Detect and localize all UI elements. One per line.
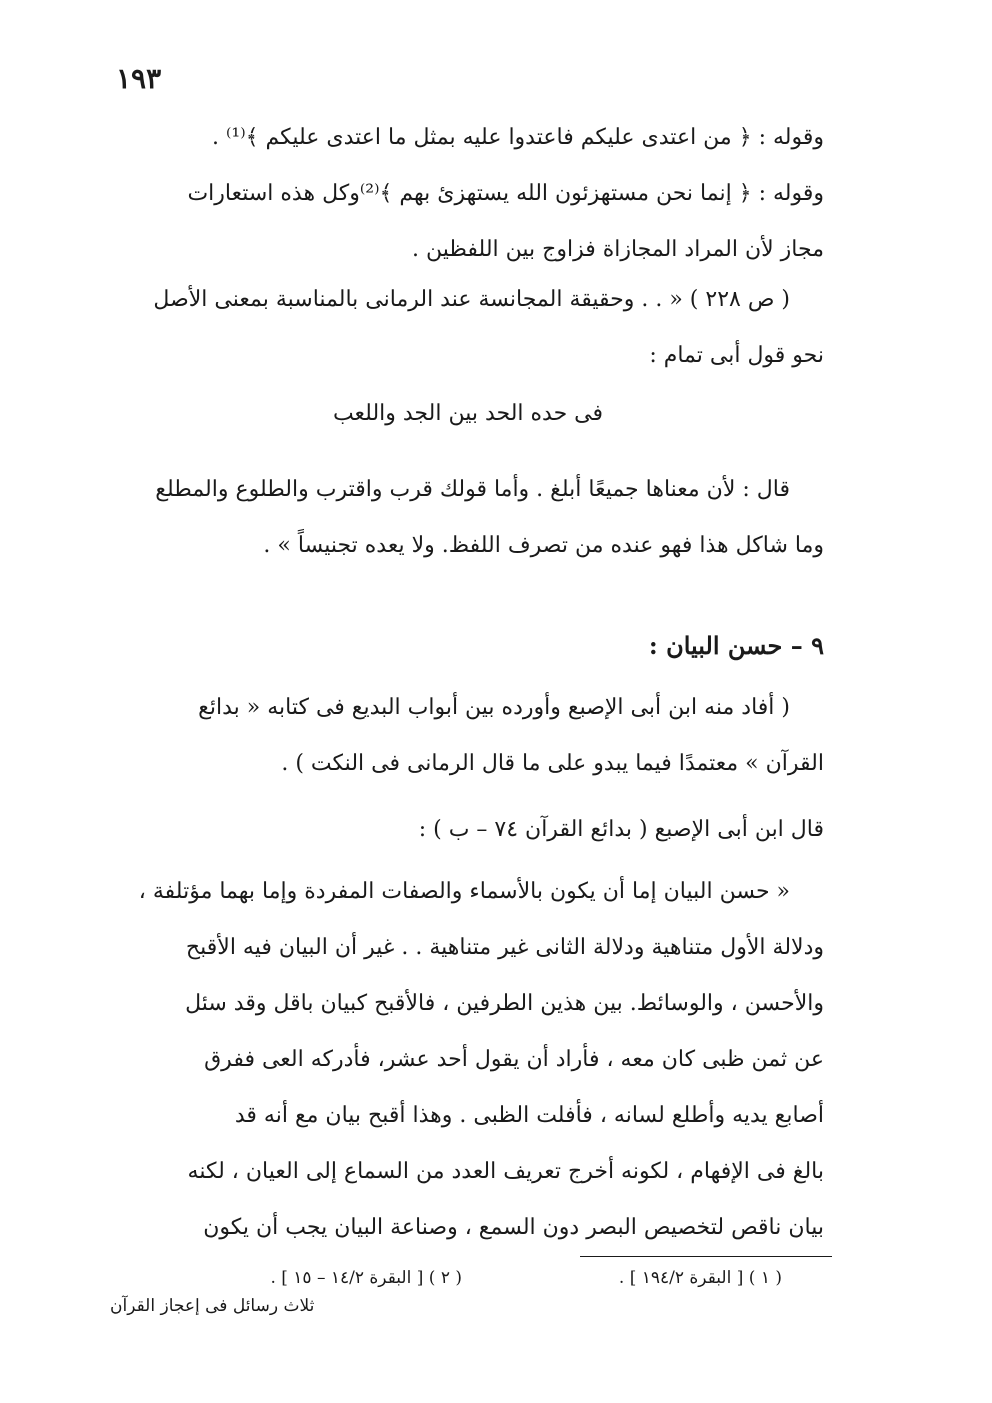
paragraph-ibn-abi-alisba [112, 680, 824, 792]
text-line: أصابع يديه وأطلع لسانه ، فأفلت الظبى . وهذا أقبح بيان مع أنه قد [234, 1103, 824, 1128]
page-number: ١٩٣ [116, 62, 162, 95]
paragraph-qal [112, 462, 824, 574]
text-line: عن ثمن ظبى كان معه ، فأراد أن يقول أحد عشر، فأدركه العى ففرق [204, 1047, 824, 1072]
text-line: « حسن البيان إما أن يكون بالأسماء والصفات المفردة وإما بهما مؤتلفة ، [138, 879, 790, 904]
text-line: ودلالة الأول متناهية ودلالة الثانى غير متناهية . . غير أن البيان فيه الأقبح [185, 935, 824, 960]
paragraph-quran-quotes [112, 110, 824, 278]
text-line: نحو قول أبى تمام : [649, 343, 824, 368]
footnote-2: ( ٢ ) [ البقرة ١٤/٢ – ١٥ ] . [270, 1268, 462, 1288]
text-line: والأحسن ، والوسائط. بين هذين الطرفين ، فالأقبح كبيان باقل وقد سئل [185, 991, 824, 1016]
paragraph-husn-albayan [112, 864, 824, 1256]
text-line: وما شاكل هذا فهو عنده من تصرف اللفظ. ولا يعده تجنيساً » . [263, 533, 824, 558]
text-line: القرآن » معتمدًا فيما يبدو على ما قال الرمانى فى النكت ) . [281, 751, 824, 776]
text-line: ( أفاد منه ابن أبى الإصبع وأورده بين أبواب البديع فى كتابه « بدائع [198, 695, 790, 720]
text-line: وقوله : ﴿ إنما نحن مستهزئون الله يستهزئ بهم ﴾⁽²⁾وكل هذه استعارات [187, 181, 824, 206]
footnote-1: ( ١ ) [ البقرة ١٩٤/٢ ] . [618, 1268, 782, 1288]
text-line: ( ص ٢٢٨ ) « . . وحقيقة المجانسة عند الرمانى بالمناسبة بمعنى الأصل [153, 287, 790, 312]
text-line: بالغ فى الإفهام ، لكونه أخرج تعريف العدد من السماع إلى العيان ، لكنه [187, 1159, 824, 1184]
section-heading: ٩ – حسن البيان : [648, 631, 824, 660]
text-line: وقوله : ﴿ من اعتدى عليكم فاعتدوا عليه بمثل ما اعتدى عليكم ﴾⁽¹⁾ . [212, 125, 824, 150]
text-line: بيان ناقص لتخصيص البصر دون السمع ، وصناعة البيان يجب أن يكون [203, 1215, 824, 1240]
paragraph-citation [112, 802, 824, 858]
footnote-divider [580, 1256, 832, 1257]
paragraph-mujanasa [112, 272, 824, 384]
text-line: مجاز لأن المراد المجازاة فزاوج بين اللفظين . [411, 237, 824, 262]
running-footer-title: ثلاث رسائل فى إعجاز القرآن [110, 1296, 315, 1316]
poetry-verse: فى حده الحد بين الجد واللعب [332, 401, 604, 426]
text-line: قال ابن أبى الإصبع ( بدائع القرآن ٧٤ – ب ) : [418, 817, 824, 842]
text-line: قال : لأن معناها جميعًا أبلغ . وأما قولك قرب واقترب والطلوع والمطلع [155, 477, 790, 502]
